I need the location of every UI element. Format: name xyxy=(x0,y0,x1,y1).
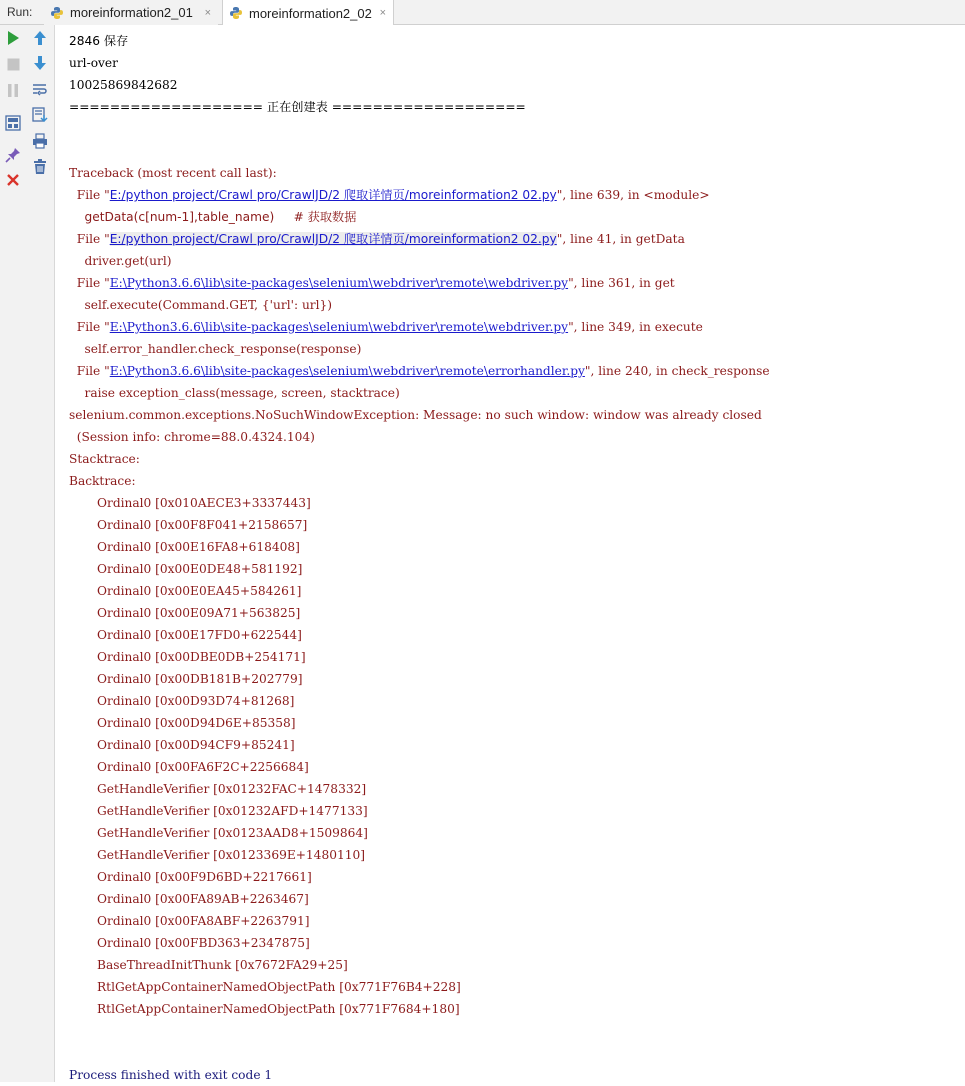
backtrace-frame: BaseThreadInitThunk [0x7672FA29+25] xyxy=(97,958,348,972)
close-icon[interactable]: × xyxy=(204,6,211,19)
stop-icon[interactable] xyxy=(4,55,22,73)
backtrace-frame: Ordinal0 [0x00FA89AB+2263467] xyxy=(97,892,309,906)
output-line: url-over xyxy=(69,56,118,70)
traceback-code-line: self.error_handler.check_response(response) xyxy=(69,342,362,356)
file-link[interactable]: E:/python project/Crawl pro/CrawlJD/2 爬取详情页/moreinformation2 02.py xyxy=(109,232,557,246)
file-link[interactable]: E:\Python3.6.6\lib\site-packages\selenium\webdriver\remote\webdriver.py xyxy=(109,276,569,290)
soft-wrap-icon[interactable] xyxy=(31,80,49,98)
backtrace-frame: GetHandleVerifier [0x01232FAC+1478332] xyxy=(97,782,367,796)
traceback-file-line: File "E:\Python3.6.6\lib\site-packages\selenium\webdriver\remote\webdriver.py", line 361, in get xyxy=(69,276,675,290)
tab-moreinformation2-01[interactable] xyxy=(44,0,218,25)
scroll-to-end-icon[interactable] xyxy=(31,106,49,124)
backtrace-frame: Ordinal0 [0x00D93D74+81268] xyxy=(97,694,295,708)
file-link[interactable]: E:\Python3.6.6\lib\site-packages\selenium\webdriver\remote\webdriver.py xyxy=(109,320,569,334)
print-icon[interactable] xyxy=(31,132,49,150)
rerun-icon[interactable] xyxy=(4,29,22,47)
backtrace-frame: Ordinal0 [0x00E09A71+563825] xyxy=(97,606,301,620)
python-file-icon xyxy=(50,6,64,20)
traceback-file-line: File "E:\Python3.6.6\lib\site-packages\selenium\webdriver\remote\webdriver.py", line 349, in execute xyxy=(69,320,703,334)
traceback-header: Traceback (most recent call last): xyxy=(69,166,277,180)
tab-label: moreinformation2_01 xyxy=(70,5,193,20)
exception-message: selenium.common.exceptions.NoSuchWindowException: Message: no such window: window was already closed xyxy=(69,408,762,422)
console-output[interactable] xyxy=(55,25,965,1082)
process-finished: Process finished with exit code 1 xyxy=(69,1068,273,1082)
down-arrow-icon[interactable] xyxy=(31,54,49,72)
traceback-file-line: File "E:/python project/Crawl pro/CrawlJD/2 爬取详情页/moreinformation2 02.py", line 41, in getData xyxy=(69,232,685,246)
session-info: (Session info: chrome=88.0.4324.104) xyxy=(69,430,315,444)
up-arrow-icon[interactable] xyxy=(31,29,49,47)
backtrace-frame: RtlGetAppContainerNamedObjectPath [0x771F7684+180] xyxy=(97,1002,460,1016)
traceback-file-line: File "E:/python project/Crawl pro/CrawlJD/2 爬取详情页/moreinformation2 02.py", line 639, in <module> xyxy=(69,188,710,202)
close-icon[interactable]: × xyxy=(379,7,386,19)
backtrace-frame: Ordinal0 [0x00E16FA8+618408] xyxy=(97,540,300,554)
backtrace-frame: Ordinal0 [0x00FA8ABF+2263791] xyxy=(97,914,310,928)
backtrace-frame: Ordinal0 [0x00DB181B+202779] xyxy=(97,672,303,686)
traceback-code-line: raise exception_class(message, screen, stacktrace) xyxy=(69,386,400,400)
backtrace-frame: Ordinal0 [0x00FA6F2C+2256684] xyxy=(97,760,309,774)
backtrace-frame: Ordinal0 [0x00F8F041+2158657] xyxy=(97,518,308,532)
output-line: 2846 保存 xyxy=(69,34,129,48)
tab-label: moreinformation2_02 xyxy=(249,5,372,21)
traceback-code-line: getData(c[num-1],table_name) # 获取数据 xyxy=(69,210,357,224)
python-file-icon xyxy=(229,6,243,20)
backtrace-frame: Ordinal0 [0x00E0DE48+581192] xyxy=(97,562,303,576)
run-toolbar-primary xyxy=(0,25,28,1082)
run-label: Run: xyxy=(7,5,33,19)
traceback-code-line: self.execute(Command.GET, {'url': url}) xyxy=(69,298,333,312)
backtrace-frame: GetHandleVerifier [0x0123AAD8+1509864] xyxy=(97,826,368,840)
traceback-code-line: driver.get(url) xyxy=(69,254,172,268)
backtrace-frame: Ordinal0 [0x00FBD363+2347875] xyxy=(97,936,310,950)
file-link[interactable]: E:\Python3.6.6\lib\site-packages\selenium\webdriver\remote\errorhandler.py xyxy=(109,364,585,378)
output-line: =================== 正在创建表 =================== xyxy=(69,100,526,114)
backtrace-frame: Ordinal0 [0x00E17FD0+622544] xyxy=(97,628,302,642)
pause-icon[interactable] xyxy=(4,81,22,99)
close-run-icon[interactable] xyxy=(4,171,22,189)
backtrace-frame: Ordinal0 [0x00DBE0DB+254171] xyxy=(97,650,306,664)
run-toolbar-secondary xyxy=(27,25,55,1082)
pin-icon[interactable] xyxy=(4,146,22,164)
stacktrace-label: Stacktrace: xyxy=(69,452,140,466)
backtrace-frame: Ordinal0 [0x00E0EA45+584261] xyxy=(97,584,302,598)
traceback-file-line: File "E:\Python3.6.6\lib\site-packages\selenium\webdriver\remote\errorhandler.py", line 240, in check_response xyxy=(69,364,770,378)
run-tab-bar xyxy=(0,0,965,25)
backtrace-label: Backtrace: xyxy=(69,474,136,488)
backtrace-frame: Ordinal0 [0x00D94CF9+85241] xyxy=(97,738,295,752)
backtrace-frame: Ordinal0 [0x010AECE3+3337443] xyxy=(97,496,311,510)
file-link[interactable]: E:/python project/Crawl pro/CrawlJD/2 爬取详情页/moreinformation2 02.py xyxy=(109,188,557,202)
backtrace-frame: Ordinal0 [0x00F9D6BD+2217661] xyxy=(97,870,312,884)
backtrace-frame: GetHandleVerifier [0x01232AFD+1477133] xyxy=(97,804,368,818)
backtrace-frame: Ordinal0 [0x00D94D6E+85358] xyxy=(97,716,296,730)
tab-moreinformation2-02[interactable] xyxy=(222,0,394,26)
trash-icon[interactable] xyxy=(31,158,49,176)
output-line: 10025869842682 xyxy=(69,78,178,92)
layout-icon[interactable] xyxy=(4,114,22,132)
backtrace-frame: RtlGetAppContainerNamedObjectPath [0x771F76B4+228] xyxy=(97,980,461,994)
backtrace-frame: GetHandleVerifier [0x0123369E+1480110] xyxy=(97,848,365,862)
